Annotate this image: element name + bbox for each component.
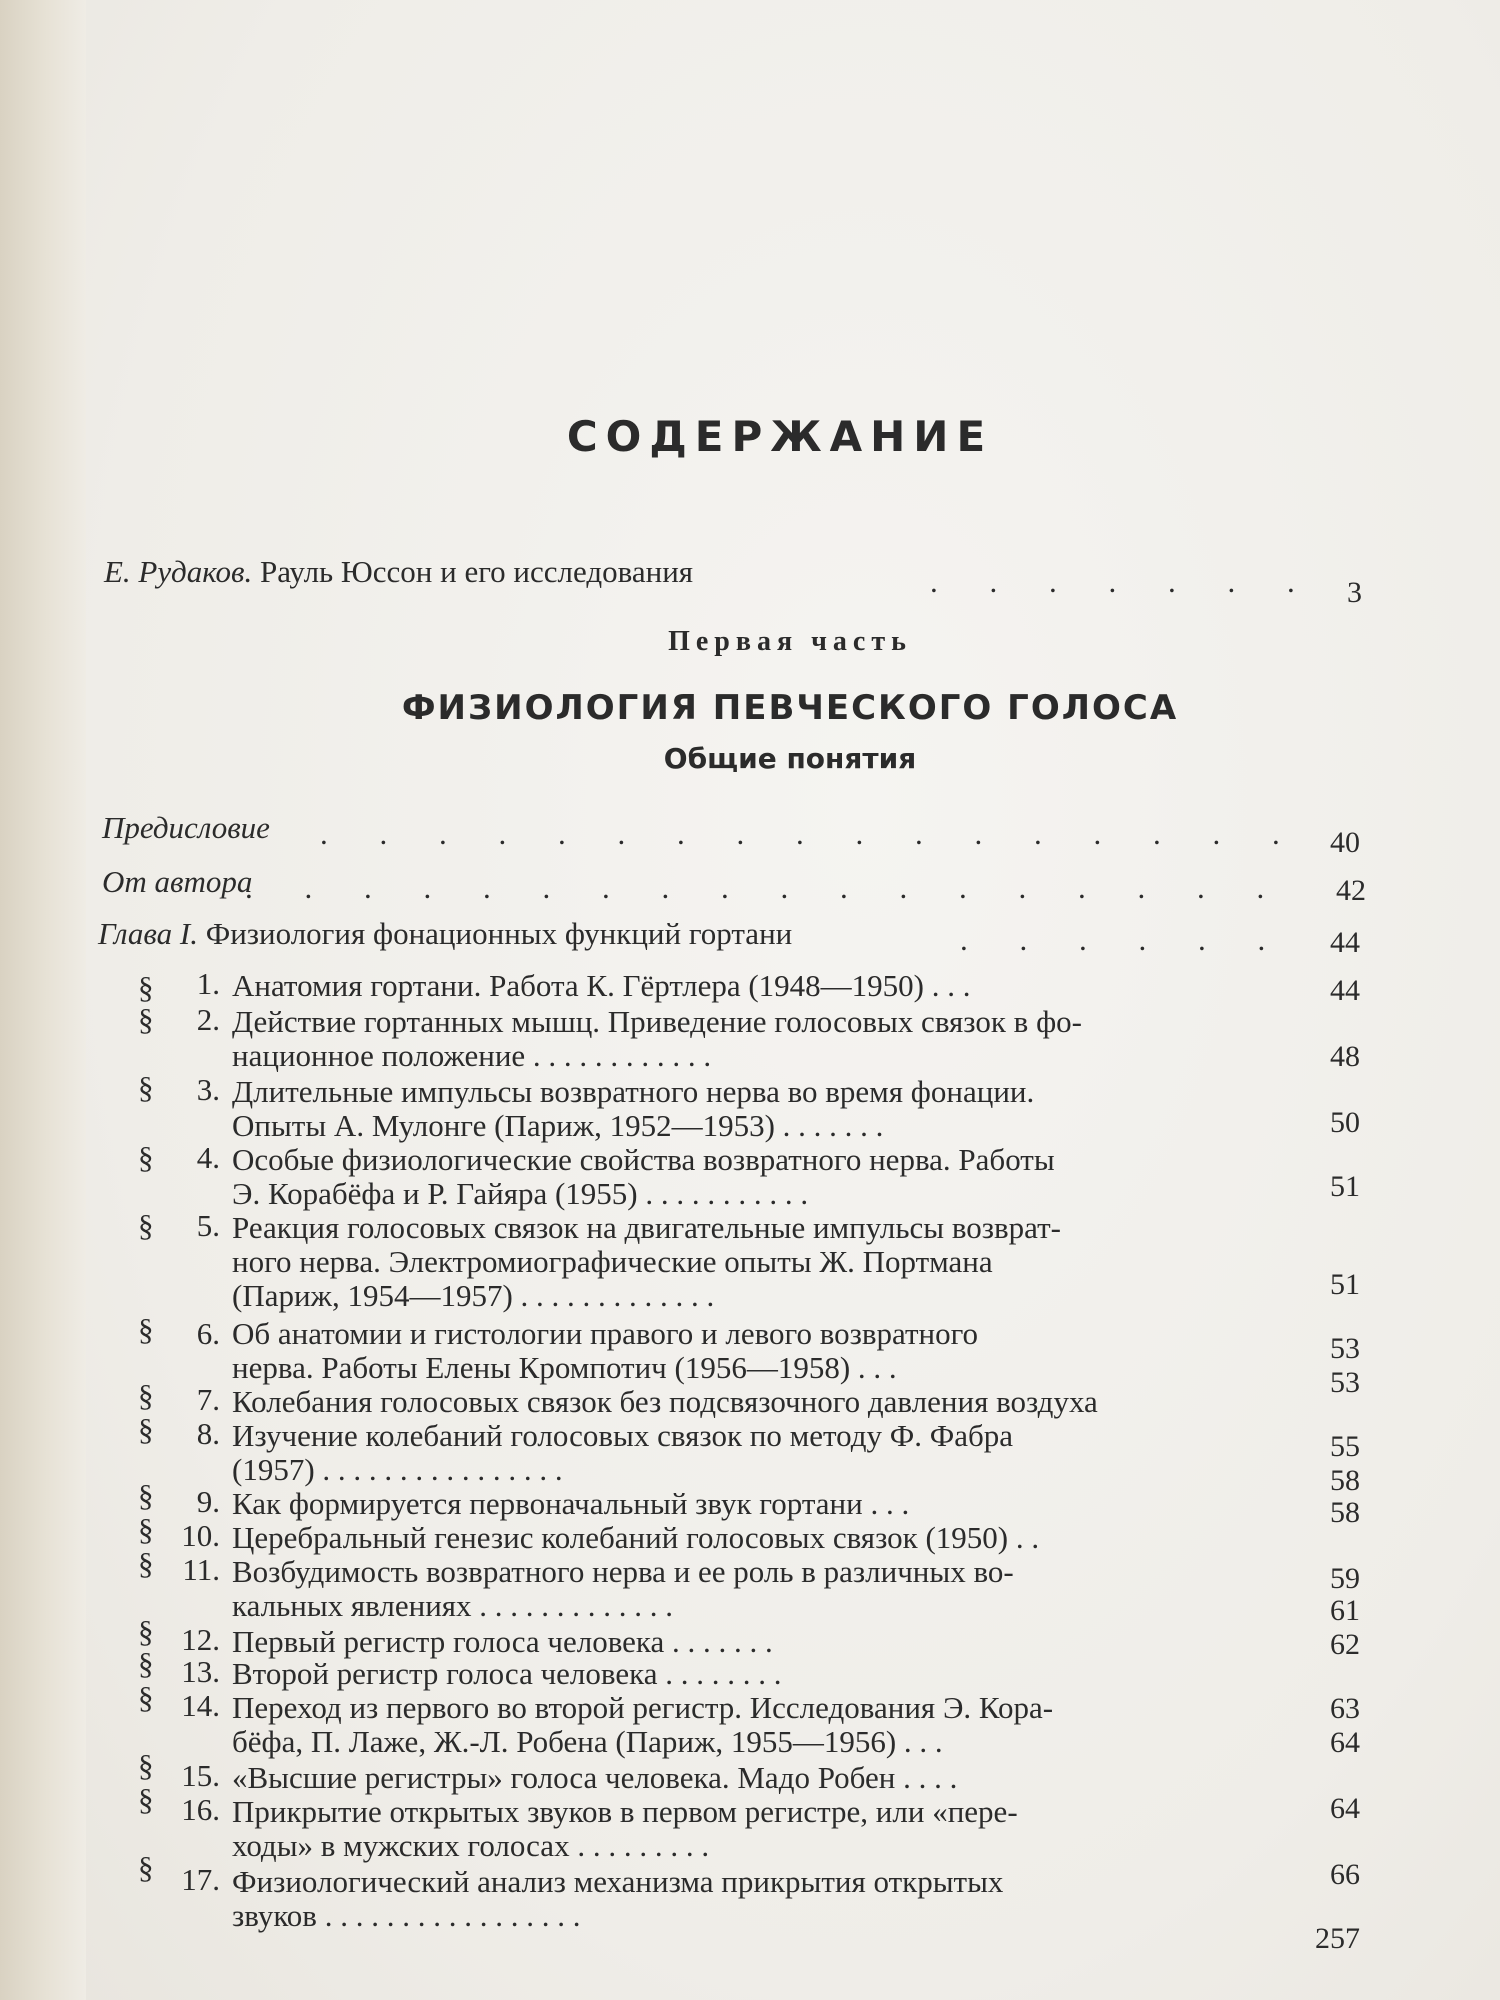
section-mark: § — [138, 1140, 154, 1175]
toc-dots: . . . . . . . . . . . . . . . . . — [320, 816, 1302, 851]
toc-page-number: 48 — [1330, 1040, 1360, 1073]
section-title-line: Как формируется первоначальный звук гортани . . . — [232, 1486, 910, 1521]
section-title-line: Э. Корабёфа и Р. Гайяра (1955) . . . . . . . . . . . — [232, 1176, 809, 1211]
section-mark: § — [138, 1680, 154, 1715]
page-title: СОДЕРЖАНИЕ — [566, 412, 994, 461]
intro-text: Рауль Юссон и его исследования — [260, 554, 694, 589]
section-mark: § — [138, 1378, 154, 1413]
toc-page-number: 58 — [1330, 1496, 1360, 1529]
section-mark: § — [138, 1512, 154, 1547]
section-title-line: Второй регистр голоса человека . . . . . . . . — [232, 1656, 782, 1691]
section-number: 6. — [196, 1316, 220, 1351]
section-mark: § — [138, 1646, 154, 1681]
section-title-line: Изучение колебаний голосовых связок по методу Ф. Фабра — [232, 1418, 1014, 1453]
section-title-line: Переход из первого во второй регистр. Исследования Э. Кора- — [232, 1690, 1054, 1725]
toc-page-number: 51 — [1330, 1268, 1360, 1301]
section-number: 15. — [181, 1758, 220, 1793]
toc-page-number: 63 — [1330, 1692, 1360, 1725]
section-title-line: Опыты А. Мулонге (Париж, 1952—1953) . . . . . . . — [232, 1108, 884, 1143]
chapter-prefix: Глава I. — [98, 916, 198, 951]
section-title-line: национное положение . . . . . . . . . . . . — [232, 1038, 712, 1073]
section-title-line: звуков . . . . . . . . . . . . . . . . . — [232, 1898, 581, 1933]
section-mark: § — [138, 1546, 154, 1581]
section-title-line: Действие гортанных мышц. Приведение голосовых связок в фо- — [232, 1004, 1082, 1039]
toc-entry-preface: Предисловие — [102, 810, 270, 845]
toc-page-number: 64 — [1330, 1792, 1360, 1825]
page-folio: 257 — [1315, 1922, 1360, 1955]
section-number: 14. — [181, 1688, 220, 1723]
toc-page-number: 64 — [1330, 1726, 1360, 1759]
section-mark: § — [138, 1070, 154, 1105]
section-title-line: Первый регистр голоса человека . . . . . . . — [232, 1624, 773, 1659]
section-number: 16. — [181, 1792, 220, 1827]
section-mark: § — [138, 1782, 154, 1817]
section-number: 10. — [181, 1518, 220, 1553]
section-mark: § — [138, 1614, 154, 1649]
toc-page-number: 50 — [1330, 1106, 1360, 1139]
page-gutter — [0, 0, 86, 2000]
toc-page-number: 53 — [1330, 1366, 1360, 1399]
section-number: 4. — [196, 1140, 220, 1175]
section-title-line: Особые физиологические свойства возвратного нерва. Работы — [232, 1142, 1055, 1177]
toc-entry-from-author: От автора — [102, 864, 253, 899]
toc-dots: . . . . . . — [960, 922, 1288, 957]
toc-page-number: 40 — [1330, 826, 1360, 859]
section-number: 11. — [182, 1552, 220, 1587]
intro-dots: . . . . . . . — [930, 564, 1317, 599]
section-number: 12. — [181, 1622, 220, 1657]
section-mark: § — [138, 1208, 154, 1243]
part-title: Первая часть — [668, 626, 912, 657]
section-title-line: Прикрытие открытых звуков в первом регистре, или «пере- — [232, 1794, 1018, 1829]
section-title-line: нерва. Работы Елены Кромпотич (1956—1958) . . . — [232, 1350, 897, 1385]
section-mark: § — [138, 1412, 154, 1447]
section-mark: § — [138, 1312, 154, 1347]
section-title-line: Возбудимость возвратного нерва и ее роль в различных во- — [232, 1554, 1014, 1589]
toc-page-number: 62 — [1330, 1628, 1360, 1661]
chapter-title: Физиология фонационных функций гортани — [205, 916, 793, 951]
section-number: 7. — [196, 1382, 220, 1417]
section-title-line: ного нерва. Электромиографические опыты Ж. Портмана — [232, 1244, 993, 1279]
toc-dots: . . . . . . . . . . . . . . . . . . — [245, 870, 1287, 905]
section-mark: § — [138, 1850, 154, 1885]
section-title-line: Церебральный генезис колебаний голосовых связок (1950) . . — [232, 1520, 1040, 1555]
toc-page-number: 44 — [1330, 974, 1360, 1007]
section-number: 9. — [196, 1484, 220, 1519]
section-title-line: Колебания голосовых связок без подсвязочного давления воздуха — [232, 1384, 1098, 1419]
section-mark: § — [138, 1478, 154, 1513]
intro-line — [104, 556, 693, 587]
toc-page-number: 61 — [1330, 1594, 1360, 1627]
toc-page-number: 53 — [1330, 1332, 1360, 1365]
intro-author: Е. Рудаков. — [104, 554, 253, 589]
section-title-line: ходы» в мужских голосах . . . . . . . . . — [232, 1828, 710, 1863]
section-title-line: (1957) . . . . . . . . . . . . . . . . — [232, 1452, 563, 1487]
section-number: 17. — [181, 1862, 220, 1897]
section-number: 8. — [196, 1416, 220, 1451]
toc-page-number: 42 — [1336, 874, 1366, 907]
section-mark: § — [138, 1002, 154, 1037]
toc-page-number: 44 — [1330, 926, 1360, 959]
section-title-line: Длительные импульсы возвратного нерва во время фонации. — [232, 1074, 1035, 1109]
section-number: 5. — [196, 1208, 220, 1243]
toc-page-number: 55 — [1330, 1430, 1360, 1463]
section-title-line: (Париж, 1954—1957) . . . . . . . . . . . . . — [232, 1278, 715, 1313]
subsection-title: Общие понятия — [663, 742, 917, 775]
section-title: ФИЗИОЛОГИЯ ПЕВЧЕСКОГО ГОЛОСА — [401, 688, 1179, 728]
section-number: 3. — [196, 1072, 220, 1107]
toc-page-number: 58 — [1330, 1464, 1360, 1497]
intro-page: 3 — [1347, 576, 1362, 609]
toc-chapter — [98, 918, 792, 949]
toc-page-number: 51 — [1330, 1170, 1360, 1203]
section-mark: § — [138, 970, 154, 1005]
section-title-line: Об анатомии и гистологии правого и левого возвратного — [232, 1316, 979, 1351]
section-mark: § — [138, 1748, 154, 1783]
section-title-line: бёфа, П. Лаже, Ж.-Л. Робена (Париж, 1955—1956) . . . — [232, 1724, 943, 1759]
section-title-line: Физиологический анализ механизма прикрытия открытых — [232, 1864, 1004, 1899]
toc-page-number: 66 — [1330, 1858, 1360, 1891]
toc-page-number: 59 — [1330, 1562, 1360, 1595]
section-title-line: Реакция голосовых связок на двигательные импульсы возврат- — [232, 1210, 1061, 1245]
section-number: 13. — [181, 1654, 220, 1689]
section-title-line: «Высшие регистры» голоса человека. Мадо Робен . . . . — [232, 1760, 958, 1795]
section-number: 1. — [196, 966, 220, 1001]
section-title-line: Анатомия гортани. Работа К. Гёртлера (1948—1950) . . . — [232, 968, 971, 1003]
section-title-line: кальных явлениях . . . . . . . . . . . . . — [232, 1588, 674, 1623]
section-number: 2. — [196, 1002, 220, 1037]
